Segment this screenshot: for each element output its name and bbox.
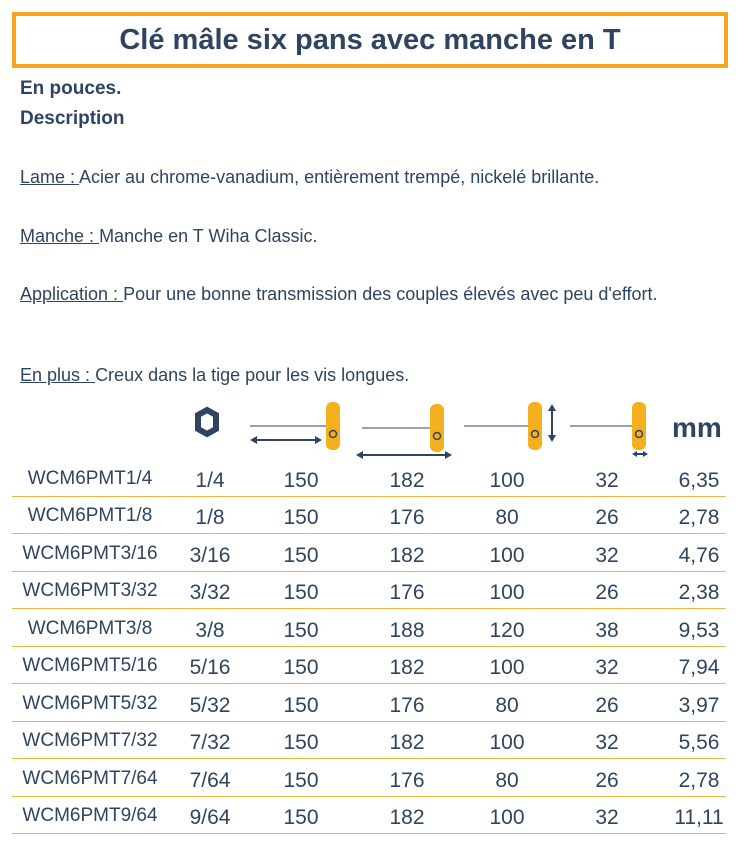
cell-blade-length: 176 [389, 694, 425, 717]
cell-total-length: 150 [283, 769, 319, 792]
cell-blade-length: 182 [389, 731, 425, 754]
subtitle-units: En pouces. [20, 78, 122, 99]
cell-total-length: 150 [283, 469, 319, 492]
cell-handle-height: 100 [489, 731, 525, 754]
cell-mm-size: 3,97 [678, 694, 720, 717]
cell-total-length: 150 [283, 619, 319, 642]
paragraph-label: Lame : [20, 167, 76, 187]
handle-width-icon [570, 402, 648, 457]
cell-reference: WCM6PMT7/32 [22, 730, 158, 751]
cell-handle-width: 26 [595, 694, 619, 717]
cell-blade-length: 176 [389, 506, 425, 529]
cell-reference: WCM6PMT5/32 [22, 693, 158, 714]
total-length-icon [250, 402, 340, 450]
cell-mm-size: 4,76 [678, 544, 720, 567]
cell-handle-width: 32 [595, 656, 619, 679]
paragraph-label: Application : [20, 284, 119, 304]
table-row [12, 503, 726, 534]
blade-length-icon [356, 404, 452, 459]
paragraph-text: Manche en T Wiha Classic. [99, 226, 318, 246]
cell-handle-height: 100 [489, 581, 525, 604]
cell-mm-size: 2,78 [678, 769, 720, 792]
paragraph-application [20, 280, 728, 309]
paragraph-text: Acier au chrome-vanadium, entièrement trempé, nickelé brillante. [79, 167, 600, 187]
cell-handle-width: 32 [595, 806, 619, 829]
cell-handle-width: 38 [595, 619, 619, 642]
cell-handle-width: 32 [595, 544, 619, 567]
cell-handle-width: 32 [595, 731, 619, 754]
cell-reference: WCM6PMT1/8 [27, 505, 153, 526]
paragraph-en-plus [20, 361, 728, 390]
paragraph-lame [20, 163, 728, 192]
table-row [12, 616, 726, 647]
cell-mm-size: 11,11 [674, 806, 724, 829]
cell-inch-size: 3/16 [189, 544, 231, 567]
table-row [12, 466, 726, 497]
cell-total-length: 150 [283, 694, 319, 717]
table-row [12, 541, 726, 572]
cell-mm-size: 2,78 [678, 506, 720, 529]
cell-inch-size: 3/8 [195, 619, 225, 642]
cell-handle-width: 26 [595, 769, 619, 792]
cell-reference: WCM6PMT3/32 [22, 580, 158, 601]
cell-handle-width: 32 [595, 469, 619, 492]
paragraph-label: En plus : [20, 365, 91, 385]
cell-blade-length: 176 [389, 769, 425, 792]
cell-total-length: 150 [283, 581, 319, 604]
table-row [12, 578, 726, 609]
cell-total-length: 150 [283, 544, 319, 567]
paragraph-manche [20, 222, 728, 251]
cell-mm-size: 2,38 [678, 581, 720, 604]
cell-handle-height: 120 [489, 619, 525, 642]
cell-reference: WCM6PMT3/8 [27, 618, 153, 639]
cell-blade-length: 182 [389, 544, 425, 567]
cell-inch-size: 5/32 [189, 694, 231, 717]
table-row [12, 691, 726, 722]
subtitle-description: Description [20, 108, 125, 129]
unit-label: mm [672, 412, 722, 443]
cell-total-length: 150 [283, 506, 319, 529]
cell-handle-height: 100 [489, 806, 525, 829]
table-row [12, 766, 726, 797]
cell-reference: WCM6PMT3/16 [22, 543, 158, 564]
cell-inch-size: 1/8 [195, 506, 225, 529]
cell-inch-size: 1/4 [195, 469, 225, 492]
cell-reference: WCM6PMT5/16 [22, 655, 158, 676]
cell-handle-width: 26 [595, 581, 619, 604]
cell-blade-length: 182 [389, 806, 425, 829]
cell-inch-size: 9/64 [189, 806, 231, 829]
paragraph-text: Creux dans la tige pour les vis longues. [95, 365, 410, 385]
cell-handle-height: 80 [495, 769, 519, 792]
table-row [12, 728, 726, 759]
page-title: Clé mâle six pans avec manche en T [119, 23, 621, 56]
cell-handle-width: 26 [595, 506, 619, 529]
cell-handle-height: 80 [495, 506, 519, 529]
cell-handle-height: 100 [489, 544, 525, 567]
cell-handle-height: 100 [489, 656, 525, 679]
cell-total-length: 150 [283, 731, 319, 754]
hexagon-icon [198, 410, 216, 434]
cell-blade-length: 182 [389, 656, 425, 679]
handle-height-icon [464, 402, 556, 450]
cell-inch-size: 3/32 [189, 581, 231, 604]
dimension-icons [0, 396, 750, 462]
cell-inch-size: 7/32 [189, 731, 231, 754]
cell-blade-length: 176 [389, 581, 425, 604]
cell-blade-length: 188 [389, 619, 425, 642]
cell-total-length: 150 [283, 806, 319, 829]
cell-mm-size: 6,35 [678, 469, 720, 492]
cell-reference: WCM6PMT7/64 [22, 768, 158, 789]
cell-inch-size: 5/16 [189, 656, 231, 679]
cell-inch-size: 7/64 [189, 769, 231, 792]
title-box [12, 12, 728, 68]
cell-handle-height: 80 [495, 694, 519, 717]
cell-reference: WCM6PMT1/4 [27, 468, 153, 489]
table-row [12, 803, 726, 834]
cell-mm-size: 9,53 [678, 619, 720, 642]
paragraph-label: Manche : [20, 226, 95, 246]
paragraph-text: Pour une bonne transmission des couples élevés avec peu d'effort. [123, 284, 658, 304]
cell-handle-height: 100 [489, 469, 525, 492]
cell-mm-size: 5,56 [678, 731, 720, 754]
table-row [12, 653, 726, 684]
cell-blade-length: 182 [389, 469, 425, 492]
cell-total-length: 150 [283, 656, 319, 679]
cell-reference: WCM6PMT9/64 [22, 805, 158, 826]
cell-mm-size: 7,94 [678, 656, 720, 679]
